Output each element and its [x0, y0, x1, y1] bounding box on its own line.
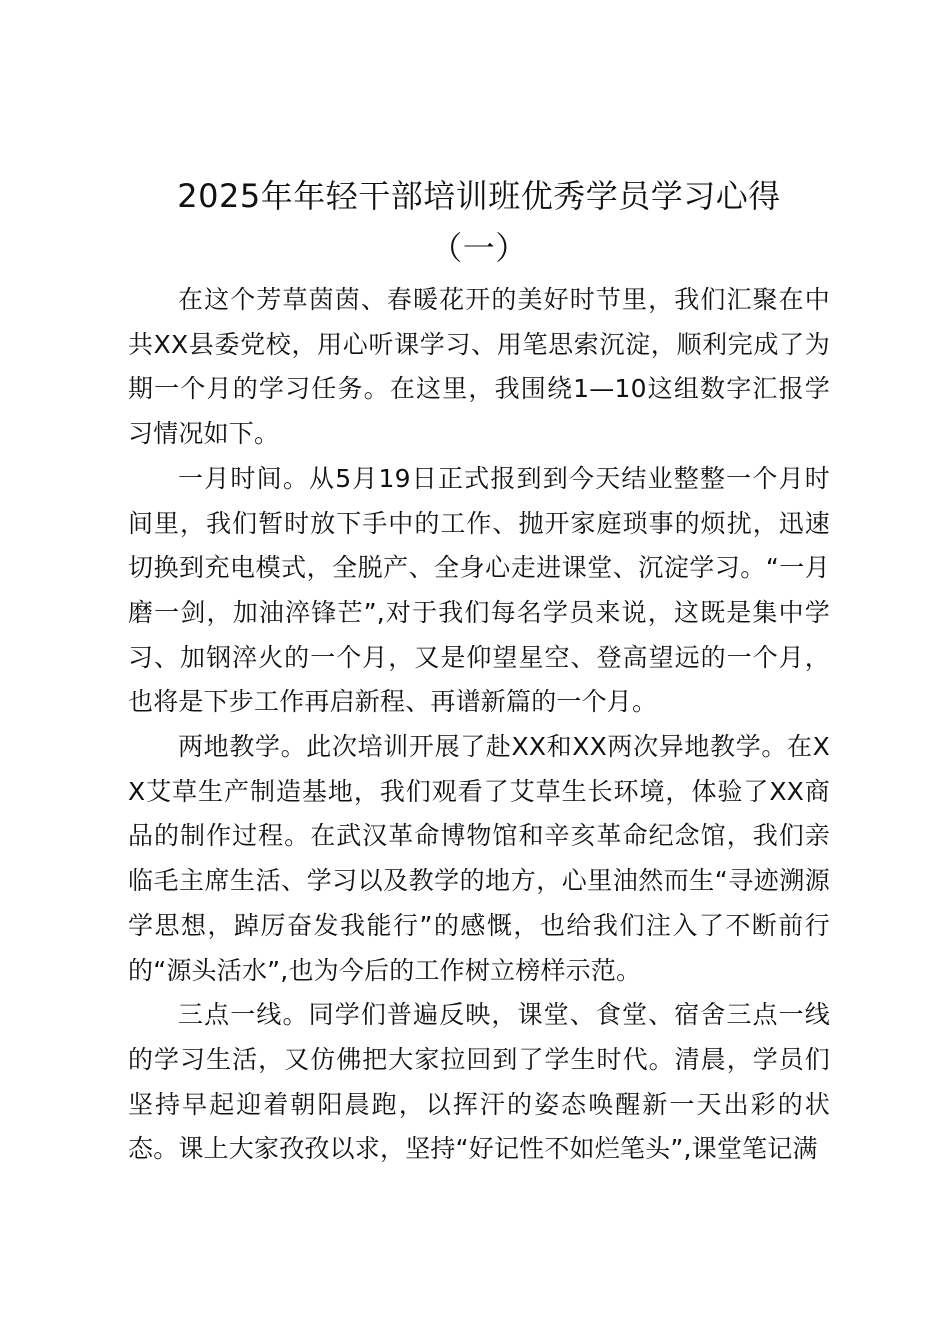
title-line-1: 2025年年轻干部培训班优秀学员学习心得 — [177, 177, 781, 215]
paragraph-intro: 在这个芳草茵茵、春暖花开的美好时节里，我们汇聚在中共XX县委党校，用心听课学习、用笔思索沉淀，顺利完成了为期一个月的学习任务。在这里，我围绕1—10这组数字汇报学习情况如下。 — [128, 285, 830, 449]
title-line-2: （一） — [430, 229, 528, 267]
document-body — [128, 278, 830, 1172]
paragraph-three-points: 三点一线。同学们普遍反映，课堂、食堂、宿舍三点一线的学习生活，又仿佛把大家拉回到了学生时代。清晨，学员们坚持早起迎着朝阳晨跑，以挥汗的姿态唤醒新一天出彩的状态。课上大家孜孜以求，坚持“好记性不如烂笔头”,课堂笔记满 — [128, 1000, 830, 1164]
document-page — [128, 170, 830, 1172]
paragraph-one-month: 一月时间。从5月19日正式报到到今天结业整整一个月时间里，我们暂时放下手中的工作、抛开家庭琐事的烦扰，迅速切换到充电模式，全脱产、全身心走进课堂、沉淀学习。“一月磨一剑，加油淬锋芒”,对于我们每名学员来说，这既是集中学习、加钢淬火的一个月，又是仰望星空、登高望远的一个月，也将是下步工作再启新程、再谱新篇的一个月。 — [128, 463, 830, 717]
document-title — [128, 170, 830, 274]
paragraph-two-places: 两地教学。此次培训开展了赴XX和XX两次异地教学。在XX艾草生产制造基地，我们观看了艾草生长环境，体验了XX商品的制作过程。在武汉革命博物馆和辛亥革命纪念馆，我们亲临毛主席生活、学习以及教学的地方，心里油然而生“寻迹溯源学思想，踔厉奋发我能行”的感慨，也给我们注入了不断前行的“源头活水”,也为今后的工作树立榜样示范。 — [128, 732, 830, 985]
